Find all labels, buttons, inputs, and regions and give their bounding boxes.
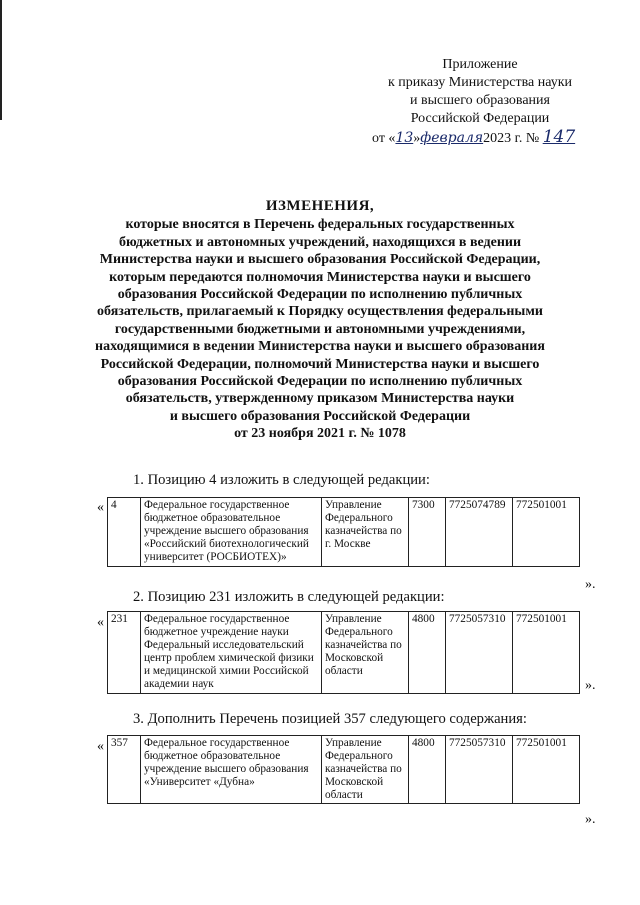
heading-line: бюджетных и автономных учреждений, находящихся в ведении — [118, 234, 522, 250]
order-year: 2023 г. № — [483, 131, 540, 146]
date-mid: » — [413, 131, 421, 146]
quote-open: « — [97, 615, 104, 630]
quote-close: ». — [585, 678, 596, 693]
heading-line: государственными бюджетными и автономными учреждениями, — [114, 321, 526, 337]
page-edge-mark — [0, 0, 2, 120]
quote-close: ». — [585, 577, 596, 592]
heading-line: находящимися в ведении Министерства науки и высшего образования — [95, 339, 545, 355]
cell-kpp: 772501001 — [513, 612, 580, 694]
cell-institution-name: Федеральное государственное бюджетное образовательное учреждение высшего образования «Университет «Дубна» — [141, 736, 322, 804]
order-month: февраля — [420, 130, 484, 146]
cell-inn: 7725074789 — [446, 498, 513, 567]
section-1-title: 1. Позицию 4 изложить в следующей редакции: — [133, 472, 430, 488]
cell-inn: 7725057310 — [446, 736, 513, 804]
table-row — [108, 498, 580, 567]
table-row — [108, 612, 580, 694]
quote-close: ». — [585, 812, 596, 827]
appendix-ministry: и высшего образования — [410, 93, 550, 108]
appendix-block — [360, 56, 600, 148]
section-3-title: 3. Дополнить Перечень позицией 357 следующего содержания: — [133, 711, 527, 727]
cell-position-number: 231 — [108, 612, 141, 694]
heading-title: ИЗМЕНЕНИЯ, — [265, 198, 375, 214]
heading-line: которые вносятся в Перечень федеральных государственных — [125, 217, 515, 233]
cell-institution-name: Федеральное государственное бюджетное образовательное учреждение высшего образования «Российский биотехнологический университет (РОСБИОТЕХ)» — [141, 498, 322, 567]
heading-line: от 23 ноября 2021 г. № 1078 — [234, 426, 406, 442]
date-prefix: от « — [372, 131, 396, 146]
section-3-table — [107, 735, 580, 804]
appendix-order-ref: к приказу Министерства науки — [387, 75, 573, 90]
section-1-table — [107, 497, 580, 567]
cell-kpp: 772501001 — [513, 736, 580, 804]
cell-institution-name: Федеральное государственное бюджетное учреждение науки Федеральный исследовательский центр проблем химической физики и медицинской химии Российской академии наук — [141, 612, 322, 694]
cell-treasury-dept: Управление Федерального казначейства по Московской области — [322, 736, 409, 804]
cell-code: 7300 — [409, 498, 446, 567]
cell-position-number: 4 — [108, 498, 141, 567]
quote-open: « — [97, 739, 104, 754]
appendix-country: Российской Федерации — [410, 111, 550, 126]
heading-line: обязательств, прилагаемый к Порядку осуществления федеральными — [97, 304, 543, 320]
cell-inn: 7725057310 — [446, 612, 513, 694]
section-2-table — [107, 611, 580, 694]
heading-line: образования Российской Федерации по исполнению публичных — [117, 287, 523, 303]
cell-position-number: 357 — [108, 736, 141, 804]
appendix-label: Приложение — [442, 57, 518, 72]
order-number: 147 — [542, 127, 576, 147]
heading-line: образования Российской Федерации по исполнению публичных — [117, 374, 523, 390]
cell-treasury-dept: Управление Федерального казначейства по Московской области — [322, 612, 409, 694]
quote-open: « — [97, 500, 104, 515]
cell-code: 4800 — [409, 612, 446, 694]
heading-line: которым передаются полномочия Министерства науки и высшего — [109, 269, 531, 285]
cell-code: 4800 — [409, 736, 446, 804]
order-day: 13 — [395, 130, 414, 146]
section-2-title: 2. Позицию 231 изложить в следующей редакции: — [133, 589, 445, 605]
heading-line: обязательств, утвержденному приказом Министерства науки — [125, 391, 515, 407]
heading-line: Министерства науки и высшего образования Российской Федерации, — [99, 252, 541, 268]
heading-line: Российской Федерации, полномочий Министерства науки и высшего — [100, 356, 540, 372]
table-row — [108, 736, 580, 804]
cell-kpp: 772501001 — [513, 498, 580, 567]
cell-treasury-dept: Управление Федерального казначейства по г. Москве — [322, 498, 409, 567]
document-heading — [60, 198, 580, 443]
order-date-line — [360, 128, 600, 148]
heading-line: и высшего образования Российской Федерации — [169, 408, 471, 424]
